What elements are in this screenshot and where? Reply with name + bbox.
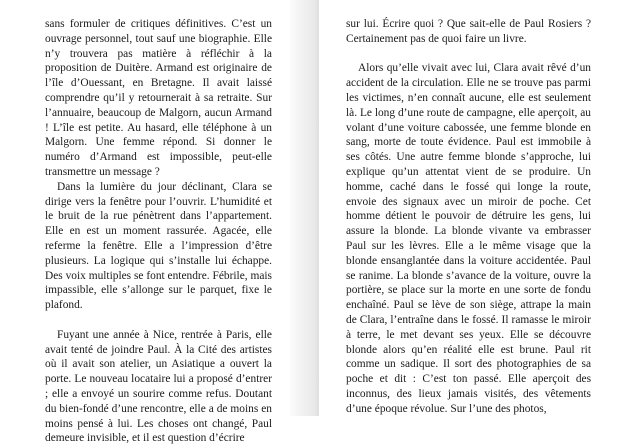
paragraph: Dans la lumière du jour déclinant, Clara se dirige vers la fenêtre pour l’ouvrir. L’humidité et le bruit de la rue pénètrent dans l’appartement. Elle en est un moment rassurée. Agacée, elle referme la fenêtre. Elle a l’impression d’être plusieurs. La logique qui s’installe lui échappe. Des voix multiples se font entendre. Fébrile, mais impassible, elle s’allonge sur le parquet, fixe le plafond. <box>45 180 272 312</box>
left-page <box>0 0 300 445</box>
paragraph: Fuyant une année à Nice, rentrée à Paris, elle avait tenté de joindre Paul. À la Cité des artistes où il avait son atelier, un Asiatique a ouvert la porte. Le nouveau locataire lui a proposé d’entrer ; elle a envoyé un sourire comme refus. Doutant du bien-fondé d’une rencontre, elle a de moins en moins pensé à lui. Les choses ont changé, Paul demeure invisible, et il est question d’écrire <box>45 328 272 445</box>
paragraph: Alors qu’elle vivait avec lui, Clara avait rêvé d’un accident de la circulation. Elle ne se trouve pas parmi les victimes, n’en connaît aucune, elle est seulement là. Le long d’une route de campagne, elle aperçoit, au volant d’une voiture cabossée, une femme blonde en sang, morte de toute évidence. Paul est immobile à ses côtés. Une autre femme blonde s’approche, lui explique qu’un attentat vient de se produire. Un homme, caché dans le fossé qui longe la route, envoie des signaux avec un miroir de poche. Cet homme détient le pouvoir de détruire les gens, lui assure la blonde. La blonde vivante va embrasser Paul sur les lèvres. Elle a le même visage que la blonde ensanglantée dans la voiture accidentée. Paul se ranime. La blonde s’avance de la voiture, ouvre la portière, se place sur la morte en une sorte de fondu enchaîné. Paul se lève de son siège, attrape la main de Clara, l’entraîne dans le fossé. Il ramasse le miroir à terre, le met devant ses yeux. Elle se découvre blonde alors qu’en réalité elle est brune. Paul rit comme un sadique. Il sort des photographies de sa poche et dit : C’est ton passé. Elle aperçoit des inconnus, des lieux jamais visités, des vêtements d’une époque révolue. Sur l’une des photos, <box>346 62 591 415</box>
right-page <box>319 0 640 416</box>
right-page-text <box>346 17 591 417</box>
page-gutter-shadow <box>290 0 319 416</box>
left-page-text <box>45 17 272 446</box>
paragraph: sur lui. Écrire quoi ? Que sait-elle de Paul Rosiers ? Certainement pas de quoi faire un livre. <box>346 18 591 45</box>
paragraph: sans formuler de critiques définitives. C’est un ouvrage personnel, tout sauf une biographie. Elle n’y trouvera pas matière à réfléchir à la proposition de Duitère. Armand est originaire de l’île d’Ouessant, en Bretagne. Il avait laissé comprendre qu’il y retournerait à sa retraite. Sur l’annuaire, beaucoup de Malgorn, aucun Armand ! L’île est petite. Au hasard, elle téléphone à un Malgorn. Une femme répond. Si donner le numéro d’Armand est impossible, peut-elle transmettre un message ? <box>45 18 272 178</box>
